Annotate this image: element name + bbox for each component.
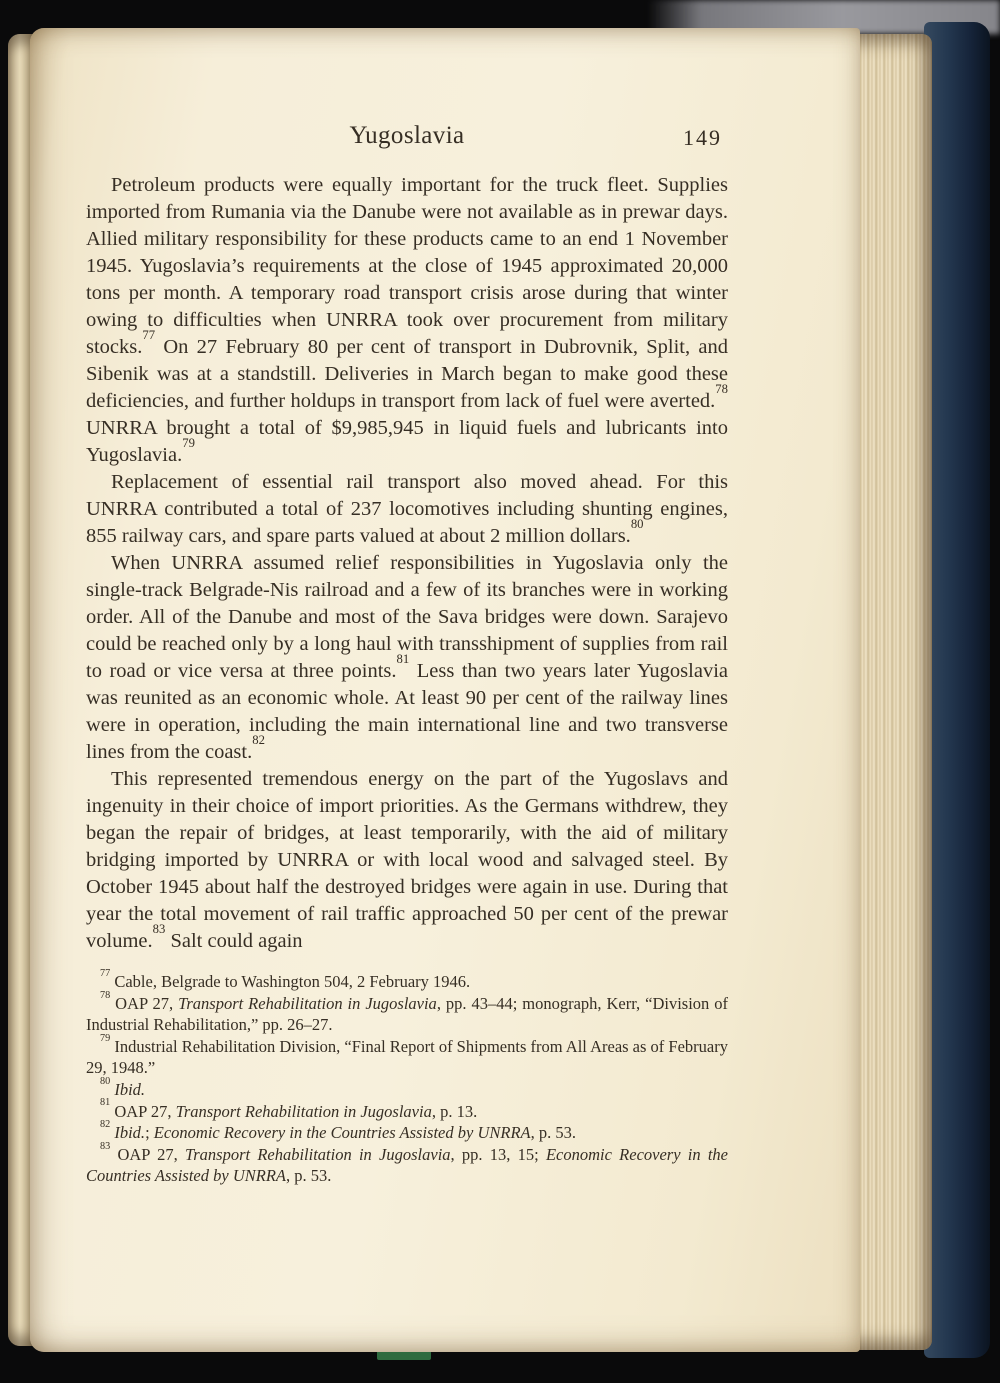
- footnote-marker: 78: [715, 382, 728, 397]
- footnote-marker: 80: [630, 517, 644, 532]
- footnote-marker: 79: [182, 436, 195, 451]
- text-run: Less than two years later Yugoslavia was reunited as an economic whole. At least 90 per cent of the railway lines were in operation, including the main international line and two transverse lines from the coast.: [86, 660, 728, 763]
- text-run: Replacement of essential rail transport also moved ahead. For this UNRRA contributed a total of 237 locomotives including shunting engines, 855 railway cars, and spare parts valued at about 2 million dollars.: [86, 471, 728, 547]
- text-run: UNRRA brought a total of $9,985,945 in liquid fuels and lubricants into Yugoslavia.: [86, 417, 728, 466]
- text-run: , pp. 43–44; monograph, Kerr, “Division of Industrial Rehabilitation,” pp. 26–27.: [86, 993, 728, 1035]
- footnote-marker: 78: [100, 989, 111, 1001]
- footnote-marker: 83: [152, 922, 166, 937]
- text-run: Salt could again: [165, 930, 303, 952]
- text-run: When UNRRA assumed relief responsibilities in Yugoslavia only the single-track Belgrade-Nis railroad and a few of its branches were in working order. All of the Danube and most of the Sava bridges were down. Sarajevo could be reached only by a long haul with transshipment of supplies from rail to road or vice versa at three points.: [86, 552, 728, 682]
- footnote-marker: 79: [100, 1032, 111, 1044]
- text-run: This represented tremendous energy on the part of the Yugoslavs and ingenuity in their choice of import priorities. As the Germans withdrew, they began the repair of bridges, at least temporarily, with the aid of military bridging imported by UNRRA or with local wood and salvaged steel. By October 1945 about half the destroyed bridges were again in use. During that year the total movement of rail traffic approached 50 per cent of the prewar volume.: [86, 768, 728, 952]
- text-run: ;: [145, 1123, 154, 1143]
- text-run: On 27 February 80 per cent of transport in Dubrovnik, Split, and Sibenik was at a standstill. Deliveries in March began to make good these deficiencies, and further holdups in transport from lack of fuel were averted.: [86, 336, 728, 412]
- page-title: Yugoslavia: [349, 122, 465, 149]
- page-header: [86, 122, 728, 156]
- text-run: Cable, Belgrade to Washington 504, 2 February 1946.: [110, 972, 471, 991]
- italic-text: Transport Rehabilitation in Jugoslavia: [175, 1101, 432, 1121]
- footnote-marker: 81: [396, 652, 410, 667]
- footnote-marker: 77: [100, 967, 111, 979]
- footnote-marker: 82: [252, 733, 265, 748]
- footnote: [86, 967, 728, 993]
- footnote: [86, 989, 728, 1036]
- text-run: , p. 53.: [530, 1123, 576, 1143]
- text-run: Industrial Rehabilitation Division, “Final Report of Shipments from All Areas as of February 29, 1948.”: [86, 1036, 728, 1078]
- italic-text: Ibid.: [114, 1123, 146, 1143]
- paragraph: [86, 469, 728, 550]
- footnotes-section: [86, 967, 729, 1187]
- footnote: [86, 1119, 728, 1144]
- body-text: [86, 172, 728, 955]
- italic-text: Ibid.: [114, 1079, 146, 1099]
- paragraph: [86, 550, 728, 766]
- italic-text: Transport Rehabilitation in Jugoslavia: [178, 993, 437, 1013]
- text-run: , p. 13.: [431, 1101, 478, 1121]
- footnote-marker: 77: [142, 328, 156, 343]
- footnote: [86, 1032, 728, 1079]
- footnote: [86, 1097, 728, 1123]
- book-page: [30, 28, 860, 1352]
- italic-text: Transport Rehabilitation in Jugoslavia: [184, 1144, 451, 1164]
- book-cover: [924, 22, 990, 1358]
- text-run: OAP 27,: [110, 1101, 176, 1121]
- footnote: [86, 1075, 728, 1101]
- text-run: , pp. 13, 15;: [450, 1144, 546, 1164]
- page-number: 149: [683, 125, 722, 150]
- text-run: OAP 27,: [110, 1144, 185, 1164]
- italic-text: Economic Recovery in the Countries Assisted by UNRRA: [86, 1144, 729, 1186]
- text-run: , p. 53.: [285, 1166, 332, 1186]
- footnote-marker: 83: [100, 1140, 111, 1152]
- paragraph: [86, 172, 728, 469]
- footnote-marker: 80: [100, 1075, 111, 1087]
- italic-text: Economic Recovery in the Countries Assisted by UNRRA: [153, 1123, 531, 1143]
- text-run: Petroleum products were equally important for the truck fleet. Supplies imported from Rumania via the Danube were not available as in prewar days. Allied military responsibility for these products came to an end 1 November 1945. Yugoslavia’s requirements at the close of 1945 approximated 20,000 tons per month. A temporary road transport crisis arose during that winter owing to difficulties when UNRRA took over procurement from military stocks.: [86, 174, 728, 358]
- footnote: [86, 1140, 729, 1187]
- text-run: OAP 27,: [110, 993, 179, 1013]
- footnote-marker: 81: [100, 1097, 111, 1109]
- footnote-marker: 82: [100, 1119, 111, 1131]
- paragraph: [86, 766, 728, 955]
